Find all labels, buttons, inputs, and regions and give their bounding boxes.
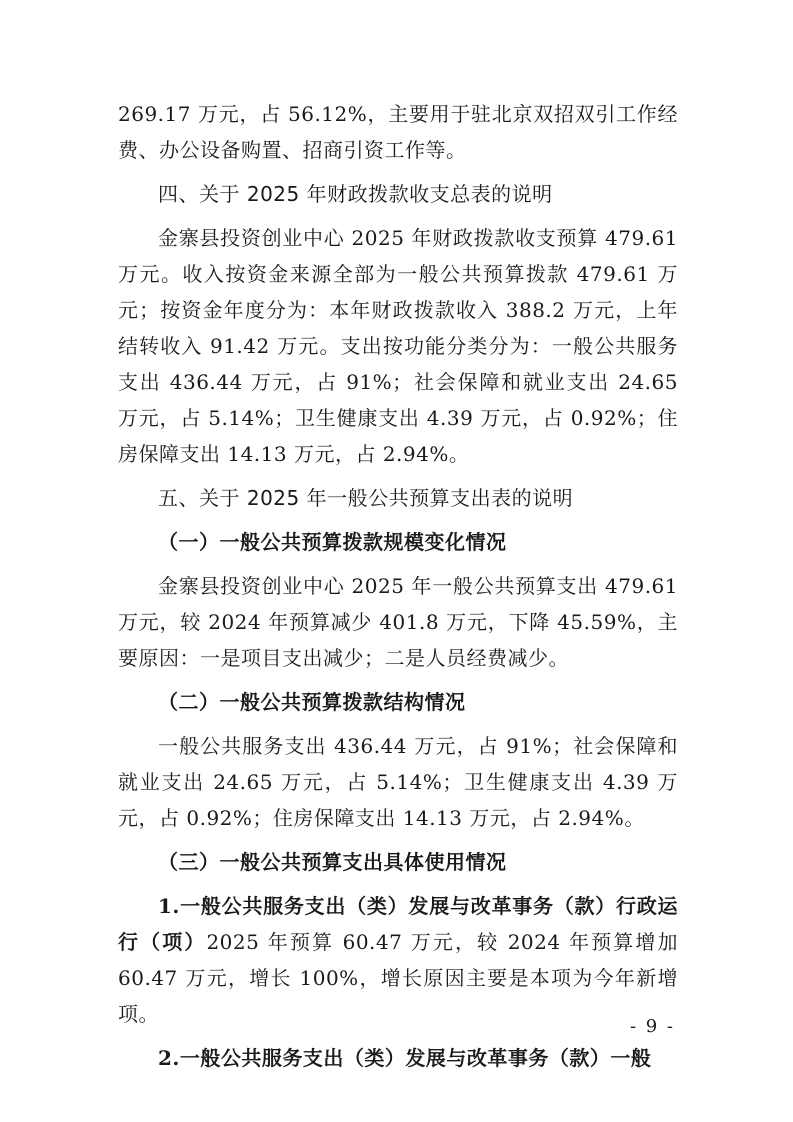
- section-heading-4: 四、关于 2025 年财政拨款收支总表的说明: [158, 182, 553, 206]
- document-body: [118, 96, 678, 1076]
- item-1-text: 2025 年预算 60.47 万元，较 2024 年预算增加 60.47 万元，增长 100%，增长原因主要是本项为今年新增项。: [118, 930, 679, 1026]
- section-heading-5: 五、关于 2025 年一般公共预算支出表的说明: [158, 486, 574, 510]
- paragraph-continuation: 269.17 万元，占 56.12%，主要用于驻北京双招双引工作经费、办公设备购置、招商引资工作等。: [118, 102, 678, 162]
- paragraph-fiscal-summary: 金寨县投资创业中心 2025 年财政拨款收支预算 479.61 万元。收入按资金来源全部为一般公共预算拨款 479.61 万元；按资金年度分为：本年财政拨款收入 388.2 万元，上年结转收入 91.42 万元。支出按功能分类分为：一般公共服务支出 436.44 万元，占 91%；社会保障和就业支出 24.65 万元，占 5.14%；卫生健康支出 4.39 万元，占 0.92%；住房保障支出 14.13 万元，占 2.94%。: [118, 226, 678, 466]
- page-number: - 9 -: [629, 1016, 675, 1037]
- subheading-1: （一）一般公共预算拨款规模变化情况: [158, 530, 507, 554]
- item-2-title: 2.一般公共服务支出（类）发展与改革事务（款）一般: [158, 1046, 652, 1070]
- paragraph-structure: 一般公共服务支出 436.44 万元，占 91%；社会保障和就业支出 24.65 万元，占 5.14%；卫生健康支出 4.39 万元，占 0.92%；住房保障支出 14.13 万元，占 2.94%。: [118, 734, 678, 830]
- subheading-2: （二）一般公共预算拨款结构情况: [158, 690, 466, 714]
- paragraph-scale-change: 金寨县投资创业中心 2025 年一般公共预算支出 479.61 万元，较 2024 年预算减少 401.8 万元，下降 45.59%，主要原因：一是项目支出减少；二是人员经费减少。: [118, 574, 678, 670]
- paragraph-item-1: [118, 888, 678, 1032]
- subheading-3: （三）一般公共预算支出具体使用情况: [158, 850, 507, 874]
- item-1-bold-title: 1.一般公共服务支出（类）发展与改革事务（款）行政运行（项）: [118, 894, 678, 954]
